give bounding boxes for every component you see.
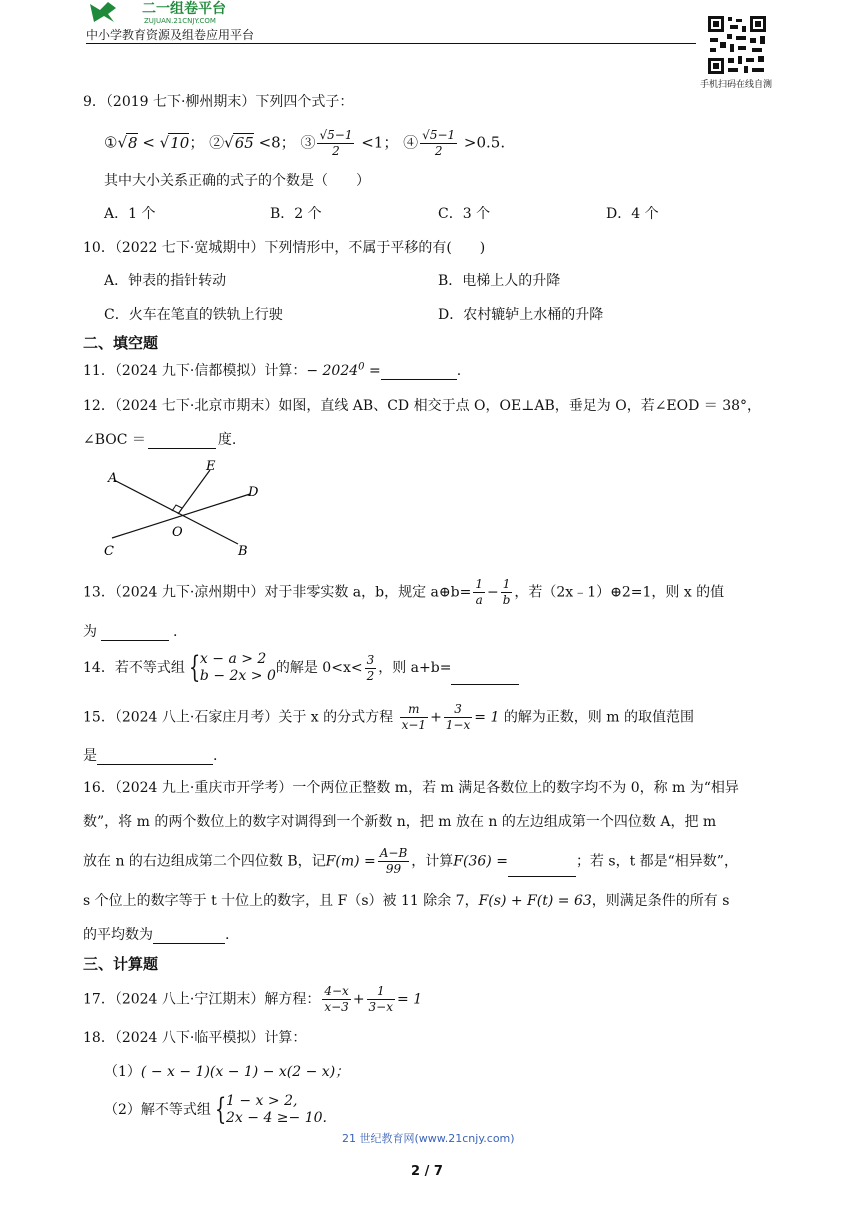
label-e: E bbox=[206, 459, 216, 474]
q15-fraction-2: $\frac{3}{1-x}$ bbox=[445, 702, 471, 732]
q16-line-4: s 个位上的数字等于 t 十位上的数字，且 F（s）被 11 除余 7，F(s) + F(t) = 63，则满足条件的所有 s bbox=[83, 893, 730, 909]
q14-text-b: 的解是 0<x< bbox=[275, 660, 363, 676]
q17-fraction-1: $\frac{4-x}{x-3}$ bbox=[324, 984, 349, 1014]
q16-fraction: $\frac{A-B}{99}$ bbox=[379, 846, 408, 876]
q9-fraction-4 bbox=[420, 128, 457, 159]
sqrt-icon: √ bbox=[117, 133, 128, 152]
q18-system: 1 − x > 2, 2x − 4 ≥− 10. bbox=[226, 1093, 327, 1126]
q13-fraction-1: $\frac{1}{a}$ bbox=[475, 577, 483, 607]
q15-text-a: 15．（2024 八上·石家庄月考）关于 x 的分式方程 bbox=[83, 709, 394, 726]
qr-caption: 手机扫码在线自测 bbox=[700, 80, 773, 90]
qr-code-icon bbox=[706, 14, 768, 76]
q9-radicand-10: 10 bbox=[170, 133, 190, 152]
q14-text-c: ，则 a+b= bbox=[378, 660, 452, 676]
q9-option-d: D．4 个 bbox=[606, 206, 659, 222]
q12-angle-boc: ∠BOC ＝ bbox=[83, 432, 146, 448]
q9-op-4: >0.5. bbox=[459, 133, 506, 152]
q9-op-3: <1； bbox=[356, 133, 399, 152]
q15-line-2: 是 . bbox=[83, 748, 218, 764]
q12-answer-blank[interactable] bbox=[148, 434, 216, 449]
q12-line-2 bbox=[83, 429, 236, 449]
brace-icon: { bbox=[188, 650, 201, 685]
q18-part-2: （2）解不等式组 { 1 − x > 2, 2x − 4 ≥− 10. bbox=[104, 1092, 327, 1127]
q11-end: . bbox=[456, 363, 462, 379]
q18-part-1: （1）( − x − 1)(x − 1) − x(2 − x)； bbox=[104, 1064, 350, 1080]
sqrt-icon: √ bbox=[319, 128, 328, 142]
q10-option-d: D．农村辘轳上水桶的升降 bbox=[438, 307, 604, 323]
q9-circle-2: ② bbox=[209, 133, 225, 152]
q15-line-1: 15．（2024 八上·石家庄月考）关于 x 的分式方程 $\frac{m}{x-1}$ + $\frac{3}{1-x}$ = 1 的解为正数，则 m 的取值范围 bbox=[83, 702, 694, 732]
frac-num: √5−1 bbox=[319, 128, 353, 142]
q9-option-c: C．3 个 bbox=[438, 206, 491, 222]
q14-answer-blank[interactable] bbox=[451, 670, 519, 685]
q9-radicand-65: 65 bbox=[234, 133, 254, 152]
q15-text-b: 的解为正数，则 m 的取值范围 bbox=[503, 709, 694, 726]
frac-num: √5−1 bbox=[422, 128, 456, 142]
q13-line-1 bbox=[83, 577, 724, 608]
q16-answer-blank-2[interactable] bbox=[153, 929, 225, 944]
q9-prefix: 9．（2019 七下·柳州期末）下列四个式子： bbox=[83, 94, 354, 110]
q9-circle-3: ③ bbox=[300, 133, 316, 152]
q13-answer-blank[interactable] bbox=[101, 626, 169, 641]
question-17: 17．（2024 八上·宁江期末）解方程： $\frac{4-x}{x-3}$ + $\frac{1}{3-x}$ = 1 bbox=[83, 984, 423, 1014]
footer-link[interactable]: 21 世纪教育网(www.21cnjy.com) bbox=[342, 1132, 515, 1145]
q10-option-a: A．钟表的指针转动 bbox=[104, 273, 227, 289]
q18-prefix: 18．（2024 八下·临平模拟）计算： bbox=[83, 1030, 307, 1046]
frac-den: 2 bbox=[434, 144, 443, 158]
q9-op-2: <8； bbox=[253, 133, 296, 152]
sqrt-icon: √ bbox=[224, 133, 234, 152]
q11-exponent: 0 bbox=[358, 361, 365, 373]
q16-line-2: 数”，将 m 的两个数位上的数字对调得到一个新数 n，把 m 放在 n 的左边组成第一个四位数 A，把 m bbox=[83, 814, 717, 830]
header-rule bbox=[86, 43, 696, 44]
q17-fraction-2: $\frac{1}{3-x}$ bbox=[368, 984, 394, 1014]
page-number: 2 / 7 bbox=[411, 1164, 443, 1179]
frac-den: 2 bbox=[332, 144, 340, 158]
q12-line-1: 12．（2024 七下·北京市期末）如图，直线 AB、CD 相交于点 O，OE⊥AB，垂足为 O，若∠EOD ＝ 38°， bbox=[83, 398, 762, 414]
q15-fraction-1: $\frac{m}{x-1}$ bbox=[401, 702, 427, 732]
q12-unit: 度. bbox=[217, 432, 237, 448]
logo-subtext: ZUJUAN.21CNJY.COM bbox=[144, 17, 216, 25]
q10-option-b: B．电梯上人的升降 bbox=[438, 273, 561, 289]
q16-line-1: 16．（2024 九上·重庆市开学考）一个两位正整数 m，若 m 满足各数位上的数字均不为 0，称 m 为“相异 bbox=[83, 780, 739, 796]
platform-subtitle: 中小学教育资源及组卷应用平台 bbox=[86, 28, 255, 42]
runner-logo-icon bbox=[90, 2, 116, 22]
q14-text-a: 14．若不等式组 bbox=[83, 660, 185, 676]
q12-geometry-figure bbox=[98, 456, 270, 564]
q10-prefix: 10．（2022 七下·宽城期中）下列情形中，不属于平移的有( ) bbox=[83, 240, 486, 256]
label-b: B bbox=[238, 544, 248, 559]
section-heading-calculation: 三、计算题 bbox=[83, 955, 159, 973]
section-heading-fill-in: 二、填空题 bbox=[83, 334, 159, 352]
q14-system: x − a > 2 b − 2x > 0 bbox=[199, 651, 276, 684]
q11-answer-blank[interactable] bbox=[381, 365, 457, 380]
q16-answer-blank-1[interactable] bbox=[508, 862, 576, 877]
sqrt-icon: √ bbox=[159, 133, 170, 152]
ray-oe bbox=[178, 470, 210, 514]
q9-expressions bbox=[104, 128, 505, 159]
question-11 bbox=[83, 360, 461, 380]
q16-line-5: 的平均数为 . bbox=[83, 927, 230, 943]
q13-fraction-2: $\frac{1}{b}$ bbox=[502, 577, 511, 607]
logo-text: 二一组卷平台 bbox=[142, 1, 226, 17]
q9-fraction-3 bbox=[317, 128, 354, 159]
q9-circle-1: ① bbox=[104, 133, 118, 152]
q13-text-b: ，若（2x﹣1）⊕2=1，则 x 的值 bbox=[514, 584, 725, 601]
question-14 bbox=[83, 651, 519, 685]
sqrt-icon: √ bbox=[422, 128, 430, 142]
site-logo bbox=[86, 0, 276, 26]
label-a: A bbox=[108, 471, 118, 486]
label-o: O bbox=[172, 525, 183, 540]
q13-line-2: 为 . bbox=[83, 624, 178, 640]
q9-op-1: < bbox=[137, 133, 160, 152]
q11-prefix: 11．（2024 九下·信都模拟）计算： bbox=[83, 363, 307, 379]
q14-fraction: $\frac{3}{2}$ bbox=[366, 652, 375, 683]
q15-answer-blank[interactable] bbox=[97, 750, 213, 765]
q9-radicand-8: 8 bbox=[128, 133, 138, 152]
q10-option-c: C．火车在笔直的铁轨上行驶 bbox=[104, 307, 283, 323]
brace-icon: { bbox=[214, 1092, 227, 1127]
label-d: D bbox=[248, 485, 259, 500]
q9-option-b: B．2 个 bbox=[270, 206, 322, 222]
q9-option-a: A．1 个 bbox=[104, 206, 156, 222]
q9-circle-4: ④ bbox=[403, 133, 419, 152]
q11-expression: − 2024 bbox=[306, 363, 359, 379]
q13-text-a: 13．（2024 九下·凉州期中）对于非零实数 a，b，规定 a⊕b= bbox=[83, 584, 472, 601]
q11-equals: = bbox=[364, 363, 381, 379]
label-c: C bbox=[104, 544, 114, 559]
q13-minus: − bbox=[486, 584, 499, 601]
q16-line-3: 放在 n 的右边组成第二个四位数 B，记F(m) = $\frac{A-B}{99}$ ，计算F(36) = ；若 s，t 都是“相异数”， bbox=[83, 846, 738, 876]
q9-sep-1: ； bbox=[189, 133, 205, 152]
q9-prompt: 其中大小关系正确的式子的个数是（ ） bbox=[104, 173, 370, 189]
